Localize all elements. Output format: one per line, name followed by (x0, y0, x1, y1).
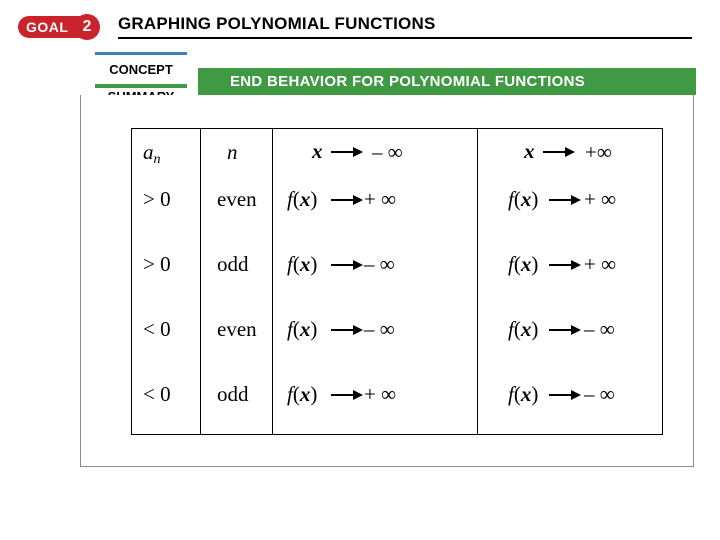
column-divider (477, 128, 478, 435)
row-n: even (217, 187, 257, 211)
row-right-limit: – ∞ (584, 382, 615, 406)
arrow-icon (331, 194, 363, 206)
arrow-icon (331, 146, 363, 158)
row-n: even (217, 317, 257, 341)
row-an: > 0 (143, 252, 171, 276)
header-pos-inf: +∞ (585, 140, 612, 164)
arrow-icon (549, 259, 581, 271)
page-title: GRAPHING POLYNOMIAL FUNCTIONS (118, 14, 436, 33)
row-fx-left: f(x) (287, 317, 318, 341)
header-neg-inf: – ∞ (372, 140, 403, 164)
goal-number: 2 (74, 14, 100, 40)
header-x-right: x (524, 139, 535, 163)
concept-label: CONCEPT (109, 62, 173, 77)
row-n: odd (217, 252, 249, 276)
column-divider (200, 128, 201, 435)
arrow-icon (549, 324, 581, 336)
arrow-icon (549, 389, 581, 401)
concept-top-bar (95, 52, 187, 55)
row-fx-right: f(x) (508, 187, 539, 211)
row-n: odd (217, 382, 249, 406)
row-an: < 0 (143, 317, 171, 341)
row-right-limit: + ∞ (584, 187, 617, 211)
row-an: < 0 (143, 382, 171, 406)
row-an: > 0 (143, 187, 171, 211)
row-left-limit: + ∞ (364, 187, 397, 211)
concept-green-bar (95, 84, 187, 88)
arrow-icon (331, 389, 363, 401)
column-divider (272, 128, 273, 435)
title-underline (118, 37, 692, 39)
row-fx-left: f(x) (287, 187, 318, 211)
arrow-icon (543, 146, 575, 158)
row-fx-right: f(x) (508, 382, 539, 406)
goal-badge (18, 14, 102, 40)
row-fx-left: f(x) (287, 382, 318, 406)
row-right-limit: – ∞ (584, 317, 615, 341)
header-n: n (227, 140, 238, 164)
row-left-limit: – ∞ (364, 252, 395, 276)
row-fx-left: f(x) (287, 252, 318, 276)
arrow-icon (331, 259, 363, 271)
row-fx-right: f(x) (508, 317, 539, 341)
arrow-icon (331, 324, 363, 336)
arrow-icon (549, 194, 581, 206)
row-left-limit: + ∞ (364, 382, 397, 406)
header-an: an (143, 140, 161, 167)
goal-label: GOAL (18, 16, 80, 38)
row-right-limit: + ∞ (584, 252, 617, 276)
header-x-left: x (312, 139, 323, 163)
section-banner: END BEHAVIOR FOR POLYNOMIAL FUNCTIONS (198, 68, 696, 95)
row-fx-right: f(x) (508, 252, 539, 276)
row-left-limit: – ∞ (364, 317, 395, 341)
